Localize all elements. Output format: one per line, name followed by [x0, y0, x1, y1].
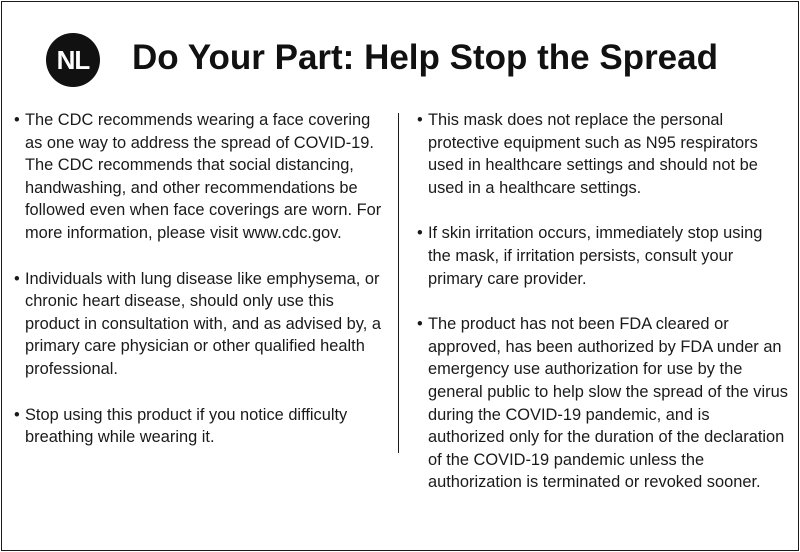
list-item: [14, 109, 382, 245]
page-title: Do Your Part: Help Stop the Spread: [132, 38, 718, 77]
bullet: •: [417, 315, 423, 334]
left-column: [14, 109, 382, 449]
logo-text: NL: [56, 44, 90, 75]
list-item-text: This mask does not replace the personal protective equipment such as N95 respirators used in healthcare settings and should not be used in a healthcare settings.: [428, 111, 758, 197]
list-item: [14, 404, 382, 449]
bullet: •: [14, 111, 20, 129]
bullet: •: [14, 405, 20, 424]
list-item-text: Individuals with lung disease like emphysema, or chronic heart disease, should only use this product in consultation with, and as advised by, a primary care physician or other qualified health professional.: [25, 269, 381, 378]
nl-logo: [46, 33, 100, 87]
notice-card: [1, 1, 799, 551]
list-item: [417, 109, 789, 199]
list-item: [417, 222, 789, 290]
bullet: •: [417, 224, 423, 243]
list-item-text: The CDC recommends wearing a face covering as one way to address the spread of COVID-19. The CDC recommends that social distancing, handwashing, and other recommendations be followed even when face coverings are worn. For more information, please visit www.cdc.gov.: [25, 111, 382, 242]
list-item: [14, 268, 382, 381]
bullet: •: [417, 111, 423, 129]
list-item-text: The product has not been FDA cleared or approved, has been authorized by FDA under an emergency use authorization for use by the general public to help slow the spread of the virus during the COVID-19 pandemic, and is authorized only for the duration of the declaration of the COVID-19 pandemic unless the authorization is terminated or revoked sooner.: [428, 315, 788, 492]
bullet: •: [14, 269, 20, 288]
list-item-text: Stop using this product if you notice difficulty breathing while wearing it.: [25, 405, 348, 447]
list-item: [417, 313, 789, 494]
right-column: [417, 109, 789, 494]
column-divider: [398, 113, 399, 453]
list-item-text: If skin irritation occurs, immediately stop using the mask, if irritation persists, consult your primary care provider.: [428, 224, 763, 288]
